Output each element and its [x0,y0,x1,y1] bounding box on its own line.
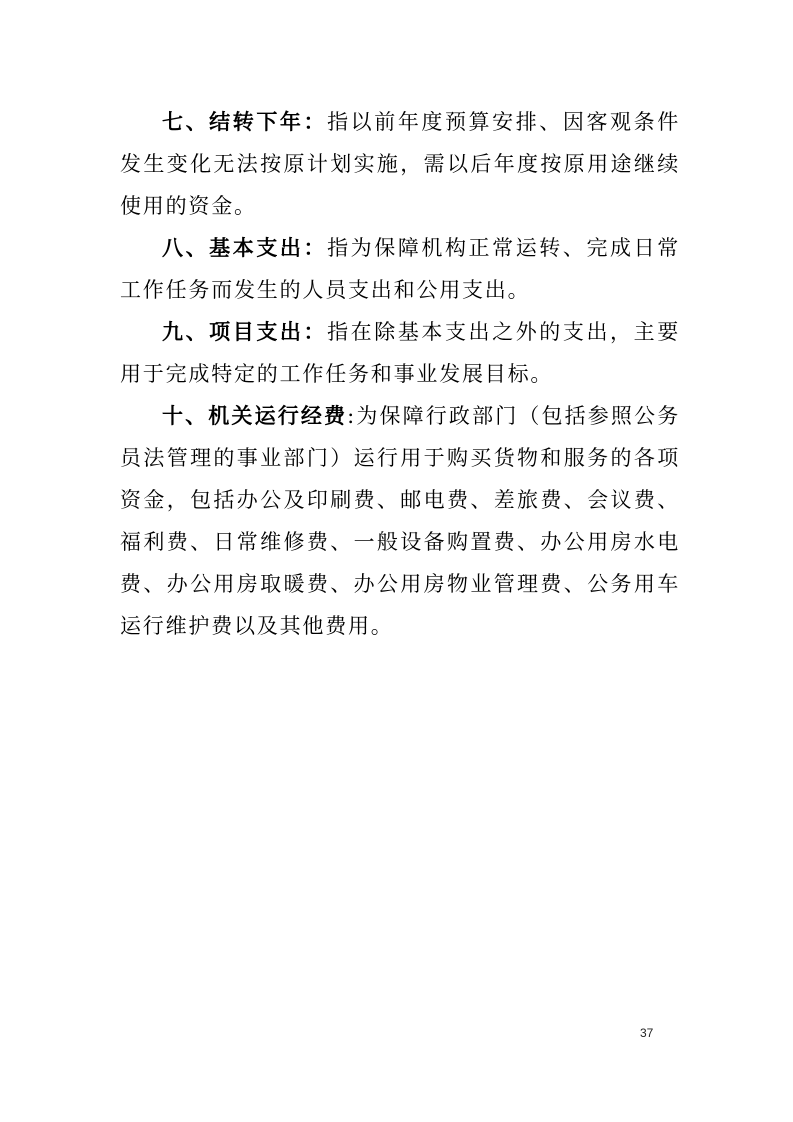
paragraph-operating-funds [120,395,680,647]
paragraph-project-expenditure [120,311,680,395]
definition-basic-expenditure: 指为保障机构正常运转、完成日常工作任务而发生的人员支出和公用支出。 [120,236,681,302]
paragraph-basic-expenditure [120,227,680,311]
body-text [120,101,680,647]
term-carryover-next-year: 七、结转下年： [162,110,328,134]
term-project-expenditure: 九、项目支出： [162,320,328,344]
page-number: 37 [640,1026,654,1040]
paragraph-carryover-next-year [120,101,680,227]
definition-operating-funds: :为保障行政部门（包括参照公务员法管理的事业部门）运行用于购买货物和服务的各项资金，包括办公及印刷费、邮电费、差旅费、会议费、福利费、日常维修费、一般设备购置费、办公用房水电费、办公用房取暖费、办公用房物业管理费、公务用车运行维护费以及其他费用。 [120,404,680,638]
definition-carryover-next-year: 指以前年度预算安排、因客观条件发生变化无法按原计划实施，需以后年度按原用途继续使用的资金。 [120,110,681,218]
term-basic-expenditure: 八、基本支出： [162,236,328,260]
definition-project-expenditure: 指在除基本支出之外的支出，主要用于完成特定的工作任务和事业发展目标。 [120,320,681,386]
term-operating-funds: 十、机关运行经费 [162,404,348,428]
